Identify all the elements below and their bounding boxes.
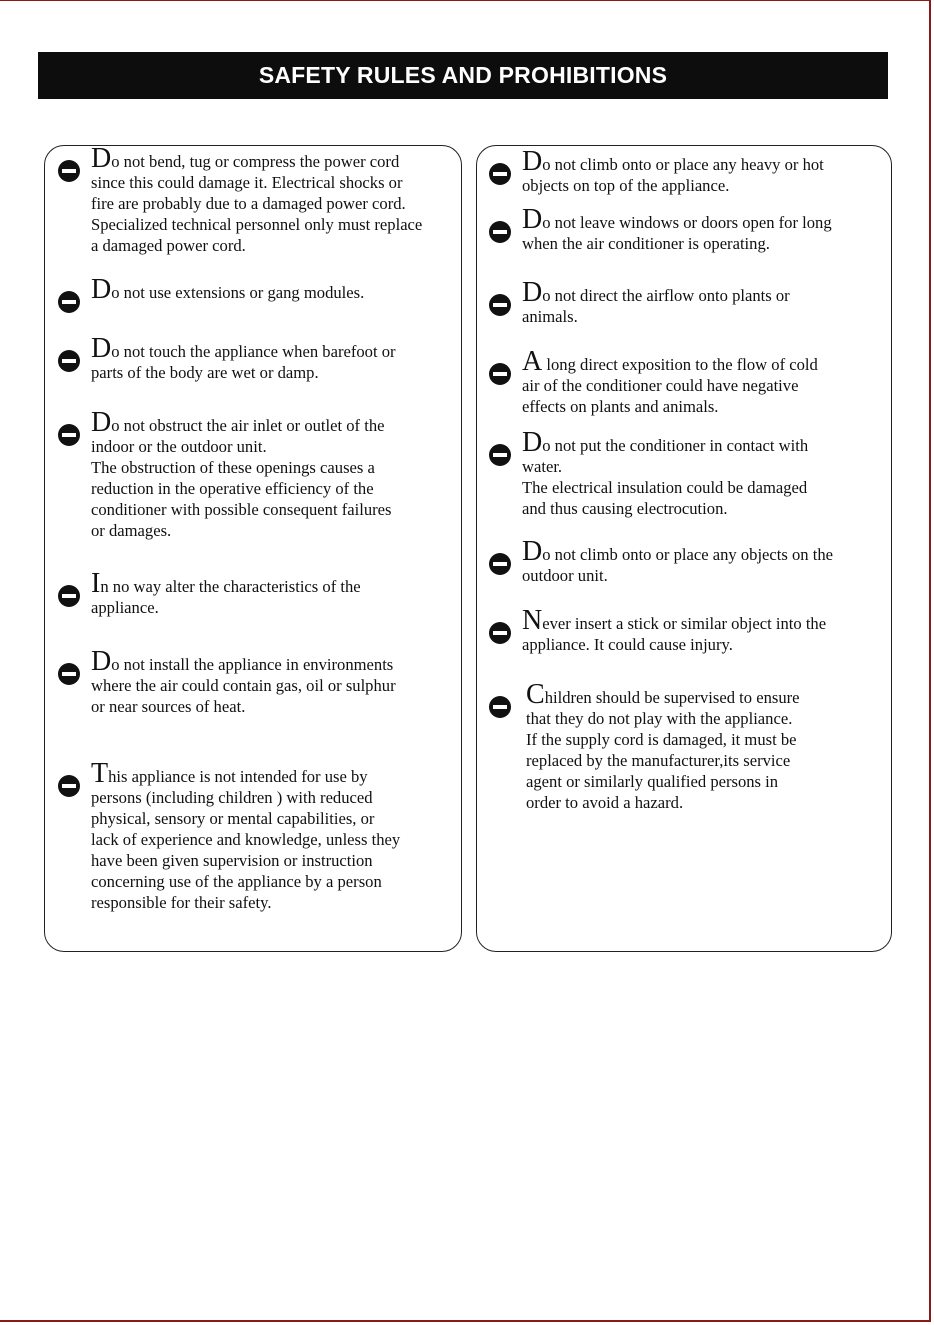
rule-initial: T	[91, 758, 109, 789]
rule-item	[489, 605, 885, 655]
prohibition-icon	[489, 622, 511, 644]
rule-item	[58, 274, 458, 313]
rule-body: o not leave windows or doors open for long when the air conditioner is operating.	[522, 213, 832, 253]
rule-body: o not touch the appliance when barefoot or parts of the body are wet or damp.	[91, 342, 396, 382]
rule-initial: D	[91, 646, 112, 677]
rule-body: hildren should be supervised to ensure that they do not play with the appliance. If the supply cord is damaged, it must be replaced by the manufacturer,its service agent or similarly qualified persons in order to avoid a hazard.	[526, 688, 800, 812]
rule-item	[58, 758, 458, 913]
rule-initial: C	[526, 679, 545, 710]
rule-text	[522, 204, 832, 254]
rule-text	[91, 333, 396, 383]
prohibition-icon	[489, 696, 511, 718]
rule-initial: D	[522, 536, 543, 567]
rule-item	[489, 346, 885, 417]
rule-item	[489, 146, 885, 196]
rule-text	[91, 407, 392, 541]
prohibition-icon	[58, 775, 80, 797]
prohibition-icon	[58, 291, 80, 313]
page-title: SAFETY RULES AND PROHIBITIONS	[38, 52, 888, 99]
rule-body: o not use extensions or gang modules.	[111, 283, 365, 302]
rule-body: o not climb onto or place any heavy or hot objects on top of the appliance.	[522, 155, 824, 195]
prohibition-icon	[489, 444, 511, 466]
rule-body: o not direct the airflow onto plants or animals.	[522, 286, 790, 326]
rule-text	[91, 646, 396, 717]
rule-body: o not climb onto or place any objects on the outdoor unit.	[522, 545, 834, 585]
rule-text	[522, 146, 824, 196]
rule-initial: N	[522, 605, 543, 636]
rule-item	[489, 679, 885, 813]
left-rules-panel	[44, 145, 462, 952]
prohibition-icon	[58, 350, 80, 372]
rule-initial: D	[91, 274, 112, 305]
rule-item	[58, 407, 458, 541]
rule-item	[489, 536, 885, 586]
rule-item	[489, 277, 885, 327]
rule-item	[58, 143, 458, 256]
rule-initial: I	[91, 568, 101, 599]
prohibition-icon	[489, 163, 511, 185]
rule-body: o not bend, tug or compress the power cord since this could damage it. Electrical shocks or fire are probably due to a damaged power cord. Specialized technical personnel only must replace a damaged power cord.	[91, 152, 423, 255]
rule-text	[91, 274, 365, 305]
rule-body: ever insert a stick or similar object into the appliance. It could cause injury.	[522, 614, 827, 654]
rule-initial: D	[522, 427, 543, 458]
rule-item	[489, 427, 885, 519]
rule-initial: D	[522, 146, 543, 177]
rule-body: o not obstruct the air inlet or outlet of the indoor or the outdoor unit. The obstruction of these openings causes a reduction in the operative efficiency of the conditioner with possible consequent failures or damages.	[91, 416, 392, 540]
prohibition-icon	[489, 294, 511, 316]
prohibition-icon	[58, 663, 80, 685]
rule-initial: D	[91, 333, 112, 364]
prohibition-icon	[58, 585, 80, 607]
right-rules-panel	[476, 145, 892, 952]
prohibition-icon	[489, 221, 511, 243]
rule-text	[522, 277, 790, 327]
rule-item	[58, 646, 458, 717]
prohibition-icon	[489, 553, 511, 575]
rule-initial: D	[91, 407, 112, 438]
rule-text	[91, 568, 361, 618]
prohibition-icon	[58, 424, 80, 446]
rule-body: n no way alter the characteristics of the appliance.	[91, 577, 361, 617]
rule-initial: A	[522, 346, 543, 377]
rule-initial: D	[522, 204, 543, 235]
rule-initial: D	[91, 143, 112, 174]
rule-body: o not put the conditioner in contact with water. The electrical insulation could be damaged and thus causing electrocution.	[522, 436, 809, 518]
rule-body: o not install the appliance in environments where the air could contain gas, oil or sulphur or near sources of heat.	[91, 655, 396, 716]
rule-text	[91, 143, 423, 256]
rule-text	[526, 679, 800, 813]
rule-item	[58, 333, 458, 383]
rule-text	[522, 346, 818, 417]
rule-text	[522, 536, 834, 586]
rule-text	[522, 605, 827, 655]
rule-item	[489, 204, 885, 254]
rule-text	[522, 427, 809, 519]
rule-item	[58, 568, 458, 618]
rule-initial: D	[522, 277, 543, 308]
rule-text	[91, 758, 401, 913]
rule-body: his appliance is not intended for use by persons (including children ) with reduced physical, sensory or mental capabilities, or lack of experience and knowledge, unless they have been given supervision or instruction concerning use of the appliance by a person responsible for their safety.	[91, 767, 401, 912]
rule-body: long direct exposition to the flow of cold air of the conditioner could have negative effects on plants and animals.	[522, 355, 818, 416]
prohibition-icon	[489, 363, 511, 385]
prohibition-icon	[58, 160, 80, 182]
